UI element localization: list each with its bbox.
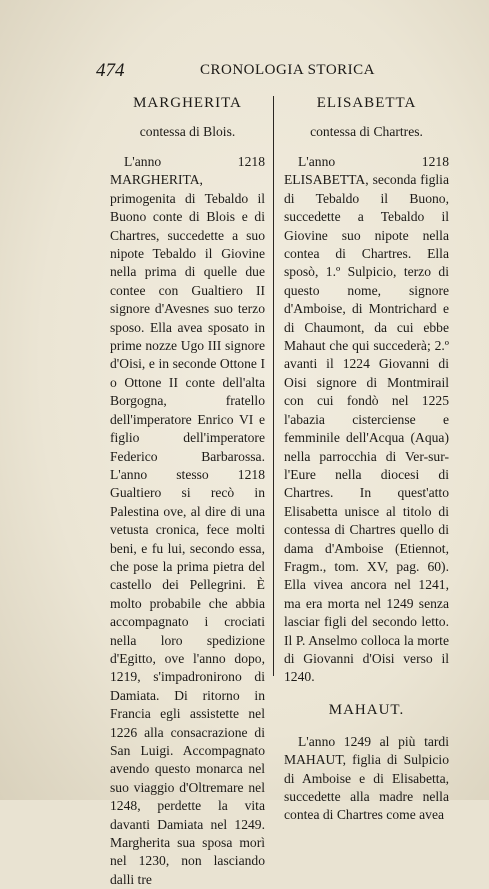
right-column-subtitle: contessa di Chartres. <box>310 124 423 139</box>
left-column-text: L'anno 1218 MARGHERITA, primogenita di Tebaldo il Buono conte di Blois e di Chartres, succedette a suo nipote Tebaldo il Giovine nella prima di quelle due contee con Gualtiero II signore d'Avesnes suo terzo sposo. Ella avea sposato in prime nozze Ugo III signore d'Oisi, e in seconde Ottone I o Ottone II conte dell'alta Borgogna, fratello dell'imperatore Enrico VI e figlio dell'imperatore Federico Barbarossa. L'anno stesso 1218 Gualtiero si recò in Palestina ove, al dire di una vetusta cronica, fece molti beni, e fu lui, secondo essa, che pose la prima pietra del castello dei Pellegrini. È molto probabile che abbia accompagnato i crociati nella loro spedizione d'Egitto, ove l'anno dopo, 1219, s'impadronirono di Damiata. Di ritorno in Francia egli assistette nel 1226 alla consacrazione di San Luigi. Accompagnato avendo questo monarca nel suo viaggio d'Oltremare nel 1248, perdette la vita davanti Damiata nel 1249. Margherita sua sposa morì nel 1230, non lasciando dalli tre <box>110 154 265 887</box>
right-column-text: L'anno 1218 ELISABETTA, seconda figlia di Tebaldo il Buono, succedette a Tebaldo il Giovine suo nipote nella contea di Chartres. Ella sposò, 1.º Sulpicio, terzo di questo nome, signore d'Amboise, di Montrichard e di Chaumont, da cui ebbe Mahaut che qui succederà; 2.º avanti il 1224 Giovanni di Oisi signore di Montmirail con cui fondò nel 1225 l'abazia cisterciense e femminile dell'Acqua (Aqua) nella parrocchia di Ver-sur-l'Eure nella diocesi di Chartres. In quest'atto Elisabetta unisce al titolo di contessa di Chartres quello di dama d'Amboise (Etiennot, Fragm., tom. XV, pag. 60). Ella vivea ancora nel 1241, ma era morta nel 1249 senza lasciar figli del secondo letto. Il P. Anselmo colloca la morte di Giovanni d'Oisi verso il 1240. <box>284 154 449 685</box>
column-divider <box>273 96 274 676</box>
running-title: CRONOLOGIA STORICA <box>200 62 375 78</box>
left-column <box>110 94 265 889</box>
page-header <box>96 60 416 86</box>
section-title-mahaut: MAHAUT. <box>328 701 405 718</box>
right-column-title: ELISABETTA <box>316 95 417 111</box>
section-text-mahaut: L'anno 1249 al più tardi MAHAUT, figlia di Sulpicio di Amboise e di Elisabetta, succedette alla madre nella contea di Chartres come avea <box>284 733 449 823</box>
right-column <box>284 94 449 825</box>
left-column-title: MARGHERITA <box>133 95 242 111</box>
left-column-subtitle: contessa di Blois. <box>139 124 236 139</box>
page-number: 474 <box>96 60 125 81</box>
